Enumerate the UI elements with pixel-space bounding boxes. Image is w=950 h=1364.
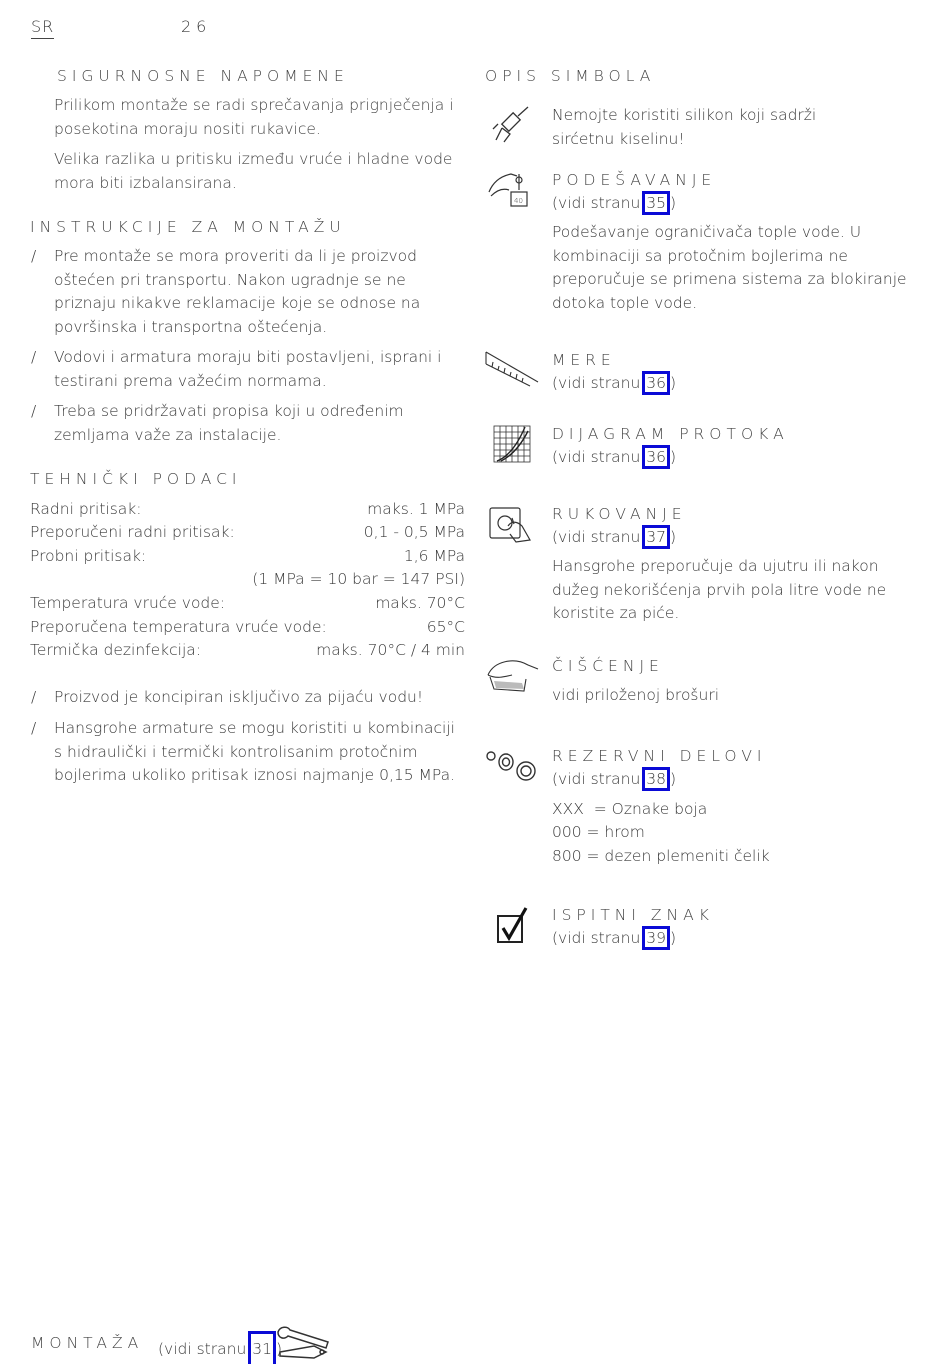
spare-parts-icon <box>484 745 540 783</box>
test-heading: ISPITNI ZNAK <box>552 906 714 924</box>
spec-label: Termička dezinfekcija: <box>30 641 201 659</box>
install-item-2: Vodovi i armatura moraju biti postavljeni, isprani i testirani prema važećim normama. <box>54 348 442 390</box>
ref-close: ) <box>670 528 677 546</box>
thermostat-adjust-icon <box>487 168 533 210</box>
language-code: SR <box>31 18 54 39</box>
parts-code-3: 800 = dezen plemeniti čelik <box>552 847 770 865</box>
bullet-mark: / <box>31 348 37 366</box>
flow-page-ref <box>552 445 676 469</box>
spec-value: (1 MPa = 10 bar = 147 PSI) <box>252 570 465 588</box>
spec-value: 65°C <box>426 618 465 636</box>
safety-heading: SIGURNOSNE NAPOMENE <box>57 67 349 85</box>
page-link-36[interactable]: 36 <box>642 445 670 469</box>
page-number: 26 <box>181 17 212 36</box>
tech-heading: TEHNIČKI PODACI <box>30 470 242 488</box>
dims-page-ref <box>552 371 676 395</box>
page-link-31[interactable]: 31 <box>248 1331 276 1364</box>
tech-note-1: Proizvod je koncipiran isključivo za pijaću vodu! <box>54 688 424 706</box>
handling-description: Hansgrohe preporučuje da ujutru ili nakon dužeg nekorišćenja prvih pola litre vode ne koristite za piće. <box>552 557 887 622</box>
bullet-mark: / <box>31 688 37 706</box>
cleaning-hand-icon <box>484 655 540 693</box>
bullet-mark: / <box>31 402 37 420</box>
spec-label: Temperatura vruće vode: <box>30 594 226 612</box>
spec-row <box>30 521 465 545</box>
spec-row <box>30 639 465 663</box>
ref-close: ) <box>670 929 677 947</box>
ref-text: (vidi stranu <box>552 770 641 788</box>
spec-value: maks. 70°C / 4 min <box>316 641 465 659</box>
parts-page-ref <box>552 767 676 791</box>
flow-heading: DIJAGRAM PROTOKA <box>552 425 789 443</box>
ruler-icon <box>484 350 540 390</box>
ref-text: (vidi stranu <box>552 528 641 546</box>
adjust-description: Podešavanje ograničivača tople vode. U kombinaciji sa protočnim bojlerima ne preporučuje se primena sistema za blokiranje dotoka tople vode. <box>552 223 907 312</box>
checkmark-box-icon <box>496 906 530 944</box>
page-link-36[interactable]: 36 <box>642 371 670 395</box>
page-link-37[interactable]: 37 <box>642 525 670 549</box>
parts-code-2: 000 = hrom <box>552 823 645 841</box>
ref-close: ) <box>670 194 677 212</box>
cleaning-description: vidi priloženoj brošuri <box>552 686 720 704</box>
parts-code-1: XXX = Oznake boja <box>552 800 708 818</box>
ref-text: (vidi stranu <box>552 929 641 947</box>
bullet-mark: / <box>31 247 37 265</box>
tech-note-2: Hansgrohe armature se mogu koristiti u kombinaciji s hidraulički i termički kontrolisanim protočnim bojlerima ukoliko pritisak iznosi najmanje 0,15 MPa. <box>54 719 455 784</box>
adjust-page-ref <box>552 191 676 215</box>
page-link-38[interactable]: 38 <box>642 767 670 791</box>
safety-paragraph-1: Prilikom montaže se radi sprečavanja prignječenja i posekotina moraju nositi rukavice. <box>54 96 454 138</box>
page-link-39[interactable]: 39 <box>642 926 670 950</box>
safety-paragraph-2: Velika razlika u pritisku između vruće i hladne vode mora biti izbalansirana. <box>54 150 453 192</box>
ref-text: (vidi stranu <box>552 448 641 466</box>
spec-row <box>30 616 465 640</box>
install-heading: INSTRUKCIJE ZA MONTAŽU <box>30 218 346 236</box>
ref-close: ) <box>670 374 677 392</box>
adjust-heading: PODEŠAVANJE <box>552 171 717 189</box>
spec-label: Preporučena temperatura vruće vode: <box>30 618 327 636</box>
silicone-warning: Nemojte koristiti silikon koji sadrži sirćetnu kiselinu! <box>552 106 817 148</box>
ref-text: (vidi stranu <box>552 374 641 392</box>
spec-row <box>30 592 465 616</box>
ref-close: ) <box>670 448 677 466</box>
spec-value: 1,6 MPa <box>403 547 465 565</box>
spec-label: Preporučeni radni pritisak: <box>30 523 235 541</box>
symbols-heading: OPIS SIMBOLA <box>485 67 656 85</box>
page-link-35[interactable]: 35 <box>642 191 670 215</box>
montage-page-ref <box>158 1331 282 1364</box>
cleaning-heading: ČIŠĆENJE <box>552 657 664 675</box>
bullet-mark: / <box>31 719 37 737</box>
install-item-3: Treba se pridržavati propisa koji u određenim zemljama važe za instalacije. <box>54 402 404 444</box>
test-page-ref <box>552 926 676 950</box>
install-item-1: Pre montaže se mora proveriti da li je proizvod oštećen pri transportu. Nakon ugradnje se ne priznaju nikakve reklamacije koje se odnose na površinska i transportna oštećenja. <box>54 247 421 336</box>
wrench-icon <box>274 1324 332 1362</box>
handling-page-ref <box>552 525 676 549</box>
spec-row <box>30 498 465 522</box>
svg-text:40: 40 <box>514 197 523 205</box>
spec-label: Probni pritisak: <box>30 547 147 565</box>
spec-row <box>30 545 465 569</box>
ref-close: ) <box>670 770 677 788</box>
spec-value: 0,1 - 0,5 MPa <box>363 523 465 541</box>
ref-text: (vidi stranu <box>552 194 641 212</box>
flow-diagram-icon <box>493 425 531 463</box>
spec-row <box>30 568 465 592</box>
handling-heading: RUKOVANJE <box>552 505 687 523</box>
montage-heading: MONTAŽA <box>31 1334 144 1352</box>
hand-operate-icon <box>488 504 534 544</box>
spec-value: maks. 70°C <box>375 594 465 612</box>
ref-close: ) <box>276 1340 283 1358</box>
parts-heading: REZERVNI DELOVI <box>552 747 767 765</box>
silicone-gun-icon <box>490 104 532 144</box>
spec-value: maks. 1 MPa <box>367 500 465 518</box>
ref-text: (vidi stranu <box>158 1340 247 1358</box>
spec-label: Radni pritisak: <box>30 500 142 518</box>
dims-heading: MERE <box>552 351 616 369</box>
